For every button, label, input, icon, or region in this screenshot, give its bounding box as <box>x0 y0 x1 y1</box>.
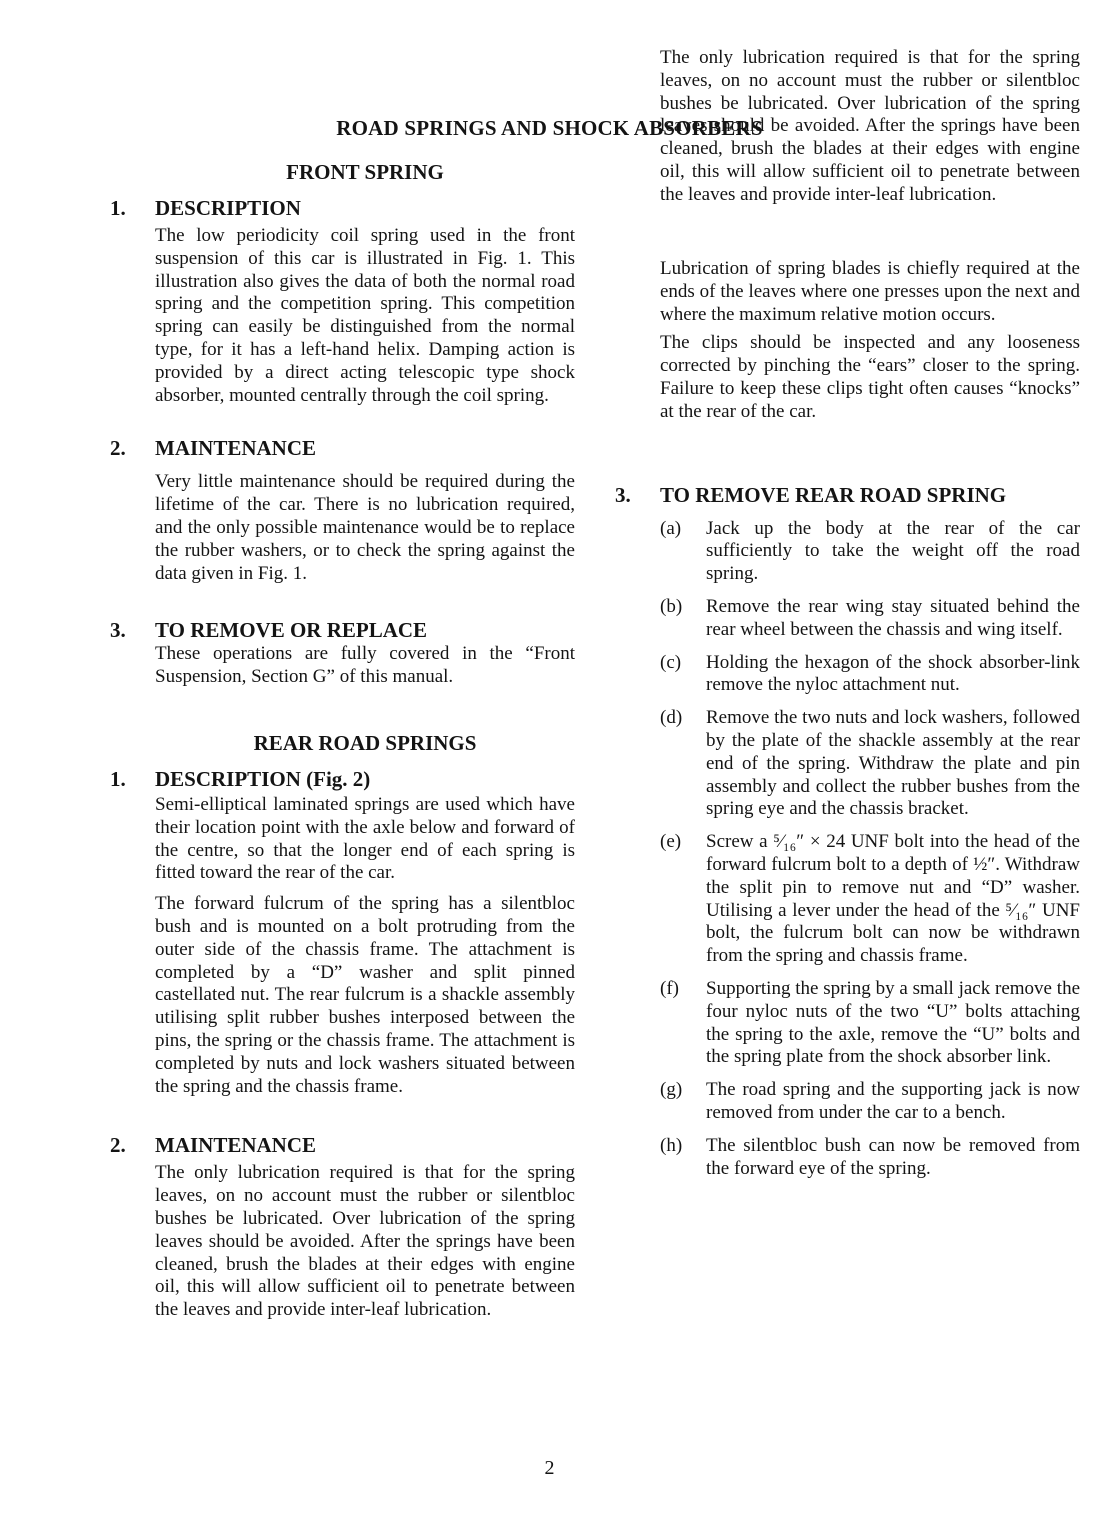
remove-step-f-text: Supporting the spring by a small jack remove the four nyloc nuts of the two “U” bolts attaching the spring to the axle, remove the “U” bolts and the spring plate from the shock absorber link. <box>706 977 1080 1068</box>
rear-maintenance-text-2: Lubrication of spring blades is chiefly required at the ends of the leaves where one presses upon the next and where the maximum relative motion occurs. <box>660 258 1080 325</box>
remove-step-g-text: The road spring and the supporting jack is now removed from under the car to a bench. <box>706 1079 1080 1123</box>
remove-step-c-label: (c) <box>660 651 682 673</box>
remove-step-b-text: Remove the rear wing stay situated behind the rear wheel between the chassis and wing itself. <box>706 595 1080 640</box>
remove-step-d-text: Remove the two nuts and lock washers, followed by the plate of the shackle assembly at the rear end of the spring. Withdraw the plate and pin assembly and collect the rubber bushes from the spring eye and the chassis bracket. <box>706 707 1080 820</box>
remove-step-b-label: (b) <box>660 595 683 617</box>
remove-step-c <box>660 652 1080 698</box>
remove-step-h-label: (h) <box>660 1134 683 1156</box>
front-description-number: 1. <box>110 196 126 220</box>
front-remove-text: These operations are fully covered in the “Front Suspension, Section G” of this manual. <box>155 643 575 688</box>
front-description-heading <box>110 195 575 221</box>
rear-description-heading <box>110 766 575 792</box>
remove-step-h <box>660 1135 1080 1181</box>
front-remove-heading-text: TO REMOVE OR REPLACE <box>155 618 428 643</box>
rear-maintenance-continued <box>660 47 1080 252</box>
remove-step-f-label: (f) <box>660 977 679 999</box>
remove-step-a <box>660 518 1080 586</box>
rear-description-text-2: The forward fulcrum of the spring has a silentbloc bush and is mounted on a bolt protruding from the outer side of the chassis frame. The attachment is completed by a “D” washer and split pinned castellated nut. The rear fulcrum is a shackle assembly utilising split rubber bushes interposed between the pins, the spring or the chassis frame. The attachment is completed by nuts and lock washers situated between the spring and the chassis frame. <box>155 893 575 1097</box>
front-spring-title: FRONT SPRING <box>286 160 444 184</box>
remove-step-f <box>660 978 1080 1069</box>
front-remove-number: 3. <box>110 618 126 643</box>
rear-maintenance-heading-text: MAINTENANCE <box>155 1133 317 1158</box>
rear-springs-title: REAR ROAD SPRINGS <box>253 730 477 755</box>
remove-step-g-label: (g) <box>660 1079 683 1101</box>
front-remove-heading <box>110 617 575 643</box>
remove-step-e <box>660 831 1080 968</box>
right-column <box>615 47 1080 1180</box>
front-maintenance-text: Very little maintenance should be required during the lifetime of the car. There is no lubrication required, and the only possible maintenance would be to replace the rubber washers, or to check the spring against the data given in Fig. 1. <box>155 471 575 584</box>
page-number: 2 <box>544 1457 555 1479</box>
front-maintenance-heading <box>110 435 575 461</box>
rear-description-text-1: Semi-elliptical laminated springs are used which have their location point with the axle below and forward of the centre, so that the longer end of each spring is fitted toward the rear of the car. <box>155 793 575 884</box>
remove-step-a-label: (a) <box>660 517 682 539</box>
rear-maintenance-heading <box>110 1132 575 1158</box>
remove-step-d-label: (d) <box>660 707 683 729</box>
remove-step-e-label: (e) <box>660 831 682 853</box>
front-maintenance-heading-text: MAINTENANCE <box>155 436 317 461</box>
rear-remove-heading <box>615 482 1080 508</box>
remove-step-c-text: Holding the hexagon of the shock absorber-link remove the nyloc attachment nut. <box>706 651 1080 696</box>
remove-step-h-text: The silentbloc bush can now be removed from the forward eye of the spring. <box>706 1134 1080 1179</box>
rear-maintenance-text-start <box>155 1162 575 1321</box>
rear-remove-number: 3. <box>615 482 631 507</box>
remove-step-a-text: Jack up the body at the rear of the car sufficiently to take the weight off the road spring. <box>706 517 1080 585</box>
rear-description-heading-text: DESCRIPTION <box>155 766 301 791</box>
front-description-heading-text: DESCRIPTION <box>155 196 301 220</box>
remove-step-d <box>660 707 1080 821</box>
rear-maintenance-text-1-continued: The only lubrication required is that for the spring leaves, on no account must the rubber or silentbloc bushes be lubricated. Over lubrication of the spring leaves should be avoided. After the springs have been cleaned, brush the blades at their edges with engine oil, this will allow sufficient oil to penetrate between the leaves and provide inter-leaf lubrication. <box>660 47 1080 205</box>
rear-maintenance-text-3: The clips should be inspected and any looseness corrected by pinching the “ears” closer to the spring. Failure to keep these clips tight often causes “knocks” at the rear of the car. <box>660 332 1080 422</box>
rear-maintenance-text-1: The only lubrication required is that for the spring leaves, on no account must the rubber or silentbloc bushes be lubricated. Over lubrication of the spring leaves should be avoided. After the springs have been cleaned, brush the blades at their edges with engine oil, this will allow sufficient oil to penetrate between the leaves and provide inter-leaf lubrication. <box>155 1162 575 1321</box>
page-title: ROAD SPRINGS AND SHOCK ABSORBERS <box>336 116 763 140</box>
rear-remove-heading-text: TO REMOVE REAR ROAD SPRING <box>660 482 1007 507</box>
front-maintenance-number: 2. <box>110 436 126 461</box>
remove-step-g <box>660 1079 1080 1125</box>
remove-step-b <box>660 596 1080 642</box>
rear-description-figure-ref: (Fig. 2) <box>306 766 371 791</box>
remove-step-e-text: Screw a ⁵⁄₁₆″ × 24 UNF bolt into the head of the forward fulcrum bolt to a depth of ½″. Withdraw the split pin to remove nut and “D” washer. Utilising a lever under the head of the ⁵⁄₁₆″ UNF bolt, the fulcrum bolt can now be withdrawn from the spring and chassis frame. <box>706 831 1080 967</box>
rear-description-number: 1. <box>110 766 126 791</box>
left-column <box>110 160 575 1321</box>
rear-maintenance-number: 2. <box>110 1133 126 1158</box>
front-description-text: The low periodicity coil spring used in the front suspension of this car is illustrated in Fig. 1. This illustration also gives the data of both the normal road spring and the competition spring. This competition spring can easily be distinguished from the normal type, for it has a left-hand helix. Damping action is provided by a direct acting telescopic type shock absorber, mounted centrally through the coil spring. <box>155 225 575 406</box>
